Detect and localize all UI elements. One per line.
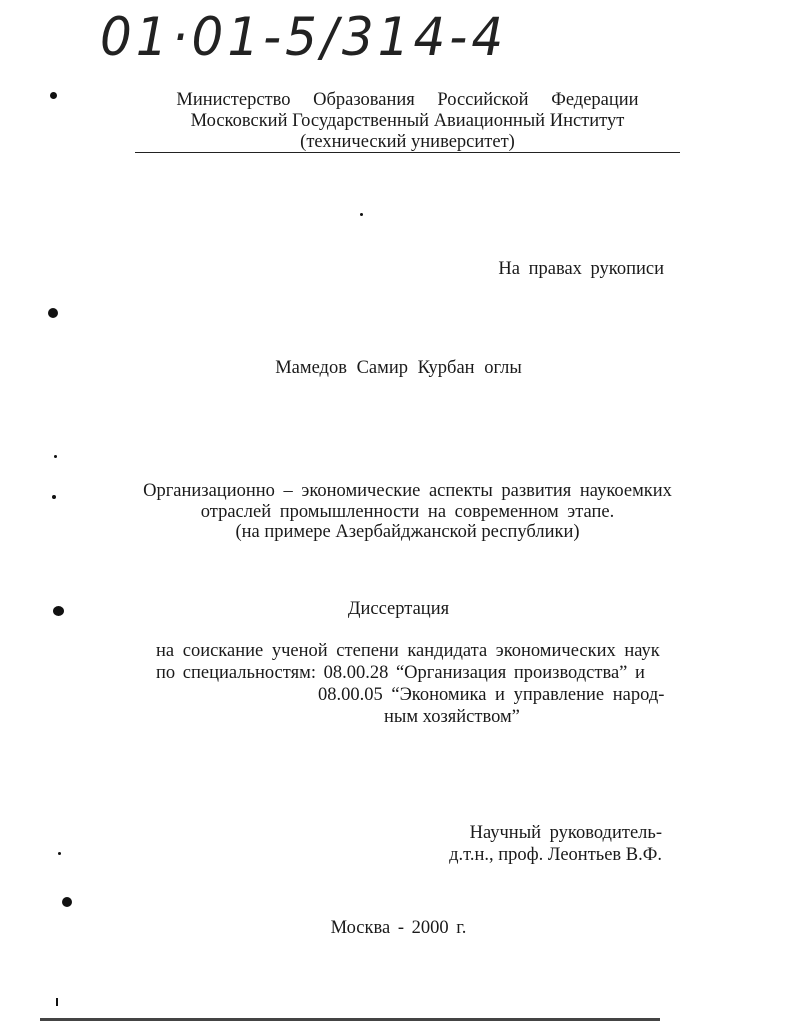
header-divider <box>135 152 680 153</box>
scan-mark <box>360 213 363 216</box>
rights-note: На правах рукописи <box>498 259 664 279</box>
degree-line-2: по специальностям: 08.00.28 “Организация производства” и <box>156 663 645 683</box>
degree-line-3: 08.00.05 “Экономика и управление народ- <box>318 685 665 705</box>
institute-name: Московский Государственный Авиационный Институт <box>190 111 625 131</box>
thesis-title-line-2: отраслей промышленности на современном этапе. <box>200 501 615 522</box>
scan-mark <box>56 998 58 1006</box>
author-name: Мамедов Самир Курбан оглы <box>275 358 522 378</box>
scan-mark <box>52 495 56 499</box>
thesis-title-line-3: (на примере Азербайджанской республики) <box>235 522 580 542</box>
degree-line-4: ным хозяйством” <box>384 707 520 727</box>
scan-mark <box>54 455 57 458</box>
scan-mark <box>53 606 64 616</box>
thesis-title-line-1: Организационно – экономические аспекты развития наукоемких <box>143 481 672 501</box>
thesis-title <box>140 481 675 543</box>
scan-mark <box>48 308 58 318</box>
scan-mark <box>62 897 72 907</box>
document-type: Диссертация <box>347 599 450 619</box>
scan-bottom-edge <box>40 1018 660 1021</box>
handwritten-archive-number: 01·01-5/314-4 <box>100 6 508 68</box>
supervisor-title: Научный руководитель- <box>469 823 662 843</box>
degree-line-1: на соискание ученой степени кандидата экономических наук <box>156 641 660 661</box>
supervisor-block <box>449 822 662 866</box>
scan-mark <box>58 852 61 855</box>
scan-mark <box>50 92 57 99</box>
ministry-name: Министерство Образования Российской Федерации <box>176 90 639 110</box>
city-year: Москва - 2000 г. <box>330 918 467 938</box>
degree-block <box>156 640 664 728</box>
university-subtitle: (технический университет) <box>300 132 515 152</box>
supervisor-name: д.т.н., проф. Леонтьев В.Ф. <box>449 845 662 865</box>
